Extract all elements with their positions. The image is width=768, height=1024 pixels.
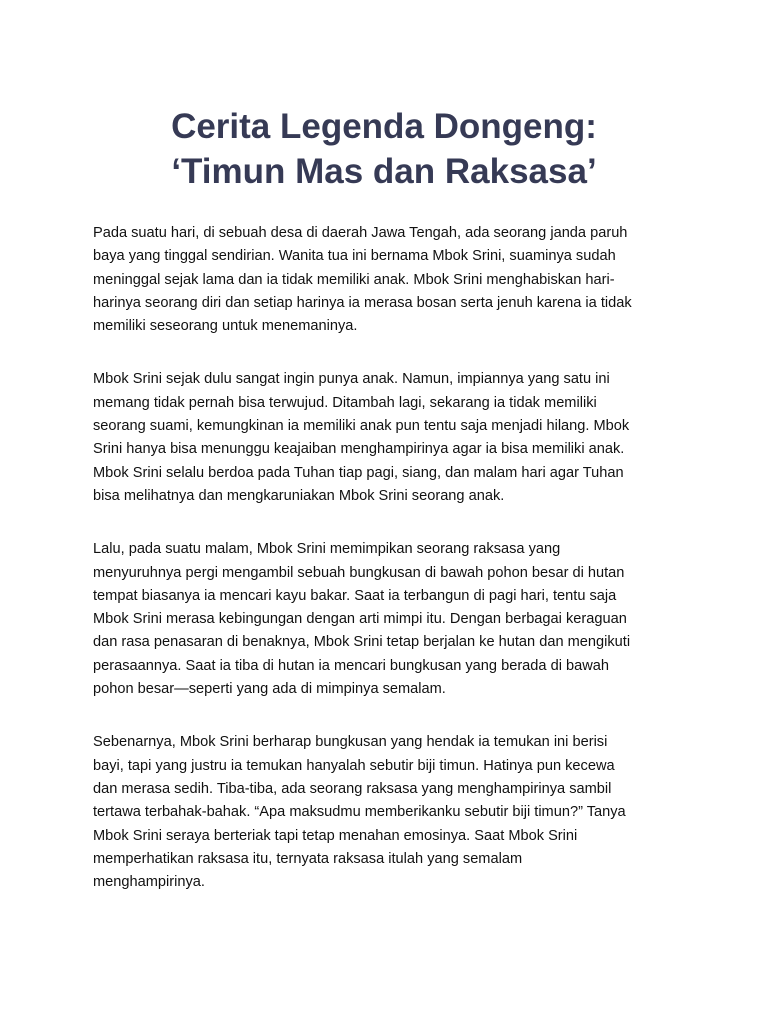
text-line: memperhatikan raksasa itu, ternyata raksasa itulah yang semalam [93, 850, 523, 867]
text-line: bisa melihatnya dan mengkaruniakan Mbok Srini seorang anak. [93, 487, 505, 504]
paragraph-1 [93, 222, 693, 338]
paragraph-3 [93, 538, 693, 701]
text-line: menghampirinya. [93, 874, 205, 891]
text-line: menyuruhnya pergi mengambil sebuah bungkusan di bawah pohon besar di hutan [93, 564, 625, 581]
paragraph-2 [93, 368, 693, 508]
text-line: meninggal sejak lama dan ia tidak memiliki anak. Mbok Srini menghabiskan hari- [93, 271, 615, 288]
text-line: dan merasa sedih. Tiba-tiba, ada seorang raksasa yang menghampirinya sambil [93, 780, 612, 797]
paragraph-4 [93, 731, 693, 894]
text-line: perasaannya. Saat ia tiba di hutan ia mencari bungkusan yang berada di bawah [93, 657, 610, 674]
text-line: memang tidak pernah bisa terwujud. Ditambah lagi, sekarang ia tidak memiliki [93, 394, 597, 411]
text-line: seorang suami, kemungkinan ia memiliki anak pun tentu saja menjadi hilang. Mbok [93, 418, 630, 435]
document-title [60, 104, 708, 194]
text-line: baya yang tinggal sendirian. Wanita tua ini bernama Mbok Srini, suaminya sudah [93, 248, 616, 265]
text-line: Sebenarnya, Mbok Srini berharap bungkusan yang hendak ia temukan ini berisi [93, 734, 608, 751]
title-line: Cerita Legenda Dongeng: [171, 107, 597, 146]
text-line: bayi, tapi yang justru ia temukan hanyalah sebutir biji timun. Hatinya pun kecewa [93, 757, 615, 774]
title-line: ‘Timun Mas dan Raksasa’ [171, 152, 597, 191]
text-line: Lalu, pada suatu malam, Mbok Srini memimpikan seorang raksasa yang [93, 541, 561, 558]
text-line: tempat biasanya ia mencari kayu bakar. Saat ia terbangun di pagi hari, tentu saja [93, 587, 617, 604]
text-line: Mbok Srini selalu berdoa pada Tuhan tiap pagi, siang, dan malam hari agar Tuhan [93, 464, 624, 481]
text-line: Mbok Srini merasa kebingungan dengan arti mimpi itu. Dengan berbagai keraguan [93, 611, 627, 628]
text-line: Mbok Srini sejak dulu sangat ingin punya anak. Namun, impiannya yang satu ini [93, 371, 610, 388]
text-line: memiliki seseorang untuk menemaninya. [93, 318, 358, 335]
text-line: pohon besar—seperti yang ada di mimpinya semalam. [93, 681, 446, 698]
text-line: tertawa terbahak-bahak. “Apa maksudmu memberikanku sebutir biji timun?” Tanya [93, 804, 626, 821]
text-line: Pada suatu hari, di sebuah desa di daerah Jawa Tengah, ada seorang janda paruh [93, 225, 628, 241]
text-line: Srini hanya bisa menunggu keajaiban menghampirinya agar ia bisa memiliki anak. [93, 441, 625, 458]
text-line: Mbok Srini seraya berteriak tapi tetap menahan emosinya. Saat Mbok Srini [93, 827, 578, 844]
text-line: harinya seorang diri dan setiap harinya ia merasa bosan serta jenuh karena ia tidak [93, 294, 632, 311]
document-body [93, 222, 693, 924]
text-line: dan rasa penasaran di benaknya, Mbok Srini tetap berjalan ke hutan dan mengikuti [93, 634, 631, 651]
